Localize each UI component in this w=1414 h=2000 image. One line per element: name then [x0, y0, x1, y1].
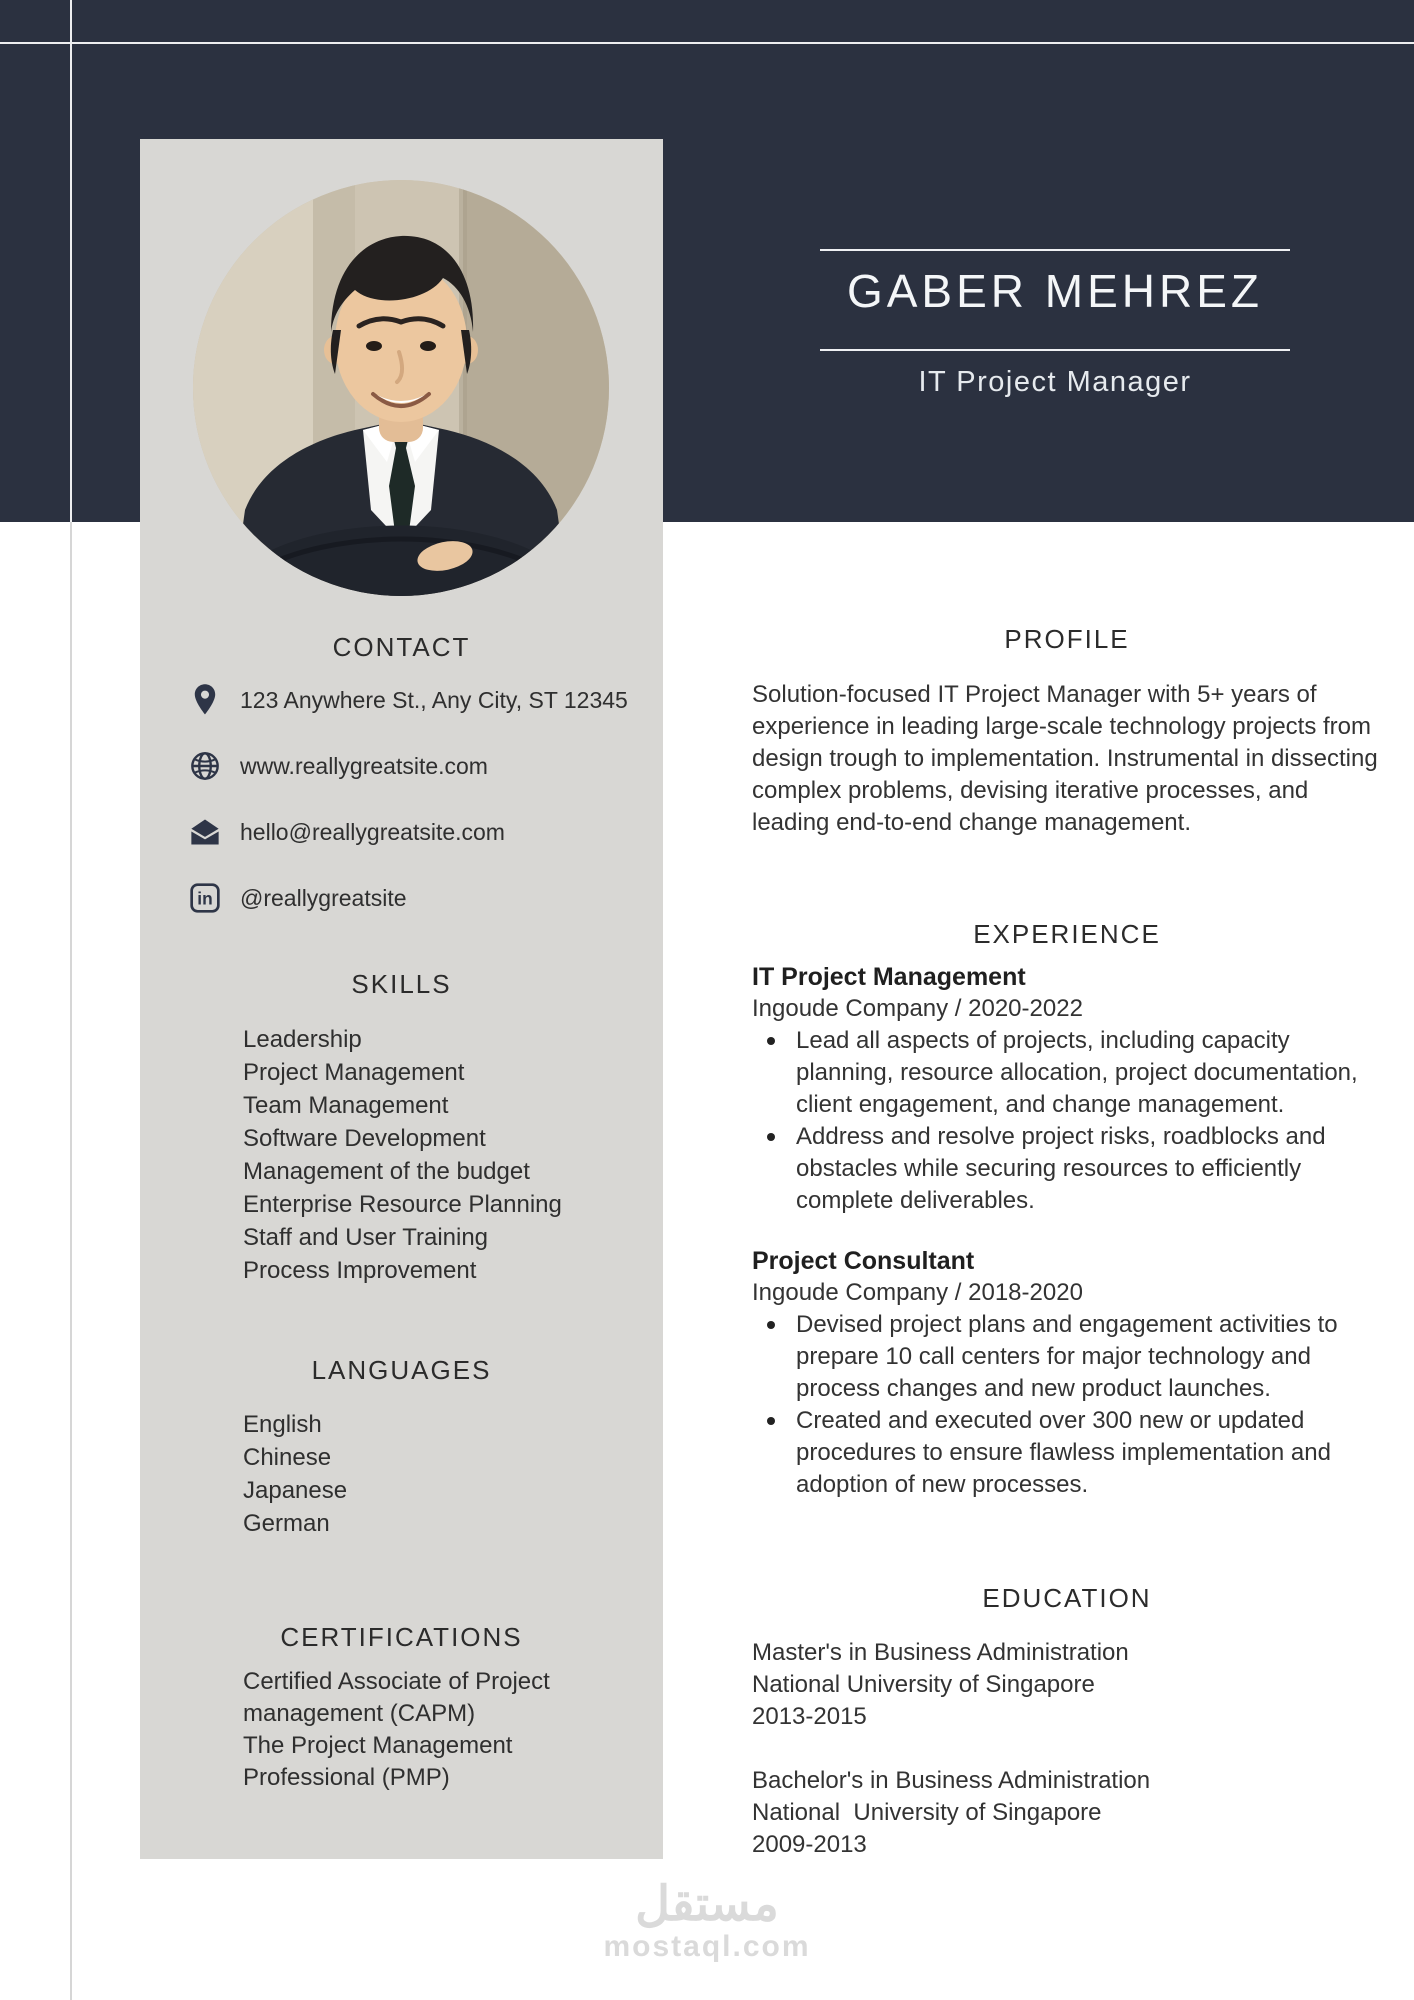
education-school: National University of Singapore [752, 1671, 1095, 1698]
bullet-item: Created and executed over 300 new or updated procedures to ensure flawless implementation and adoption of new processes. [752, 1405, 1392, 1501]
top-horizontal-rule [0, 42, 1414, 44]
skill-item: Team Management [243, 1092, 449, 1119]
person-name: GABER MEHREZ [846, 265, 1264, 317]
envelope-icon [186, 813, 224, 851]
certification-line: Certified Associate of Project [243, 1668, 550, 1695]
location-pin-icon [186, 681, 224, 719]
education-entry [752, 1765, 1392, 1861]
bullet-item: Devised project plans and engagement activities to prepare 10 call centers for major technology and process changes and new product launches. [752, 1309, 1392, 1405]
bullet-item: Address and resolve project risks, roadblocks and obstacles while securing resources to efficiently complete deliverables. [752, 1121, 1392, 1217]
skill-item: Leadership [243, 1026, 362, 1053]
skill-item: Project Management [243, 1059, 465, 1086]
education-section [752, 1637, 1392, 1861]
education-heading: EDUCATION [982, 1583, 1152, 1613]
profile-photo-illustration [193, 180, 609, 596]
name-rule-top [820, 249, 1290, 251]
language-item: Chinese [243, 1444, 332, 1471]
job-meta-2: Ingoude Company / 2018-2020 [752, 1279, 1083, 1306]
contact-website: www.reallygreatsite.com [240, 752, 488, 779]
language-item: Japanese [243, 1477, 348, 1504]
skills-heading: SKILLS [351, 969, 452, 999]
education-entry [752, 1637, 1392, 1733]
job-bullets-2 [752, 1309, 1392, 1501]
name-rule-bottom [820, 349, 1290, 351]
contact-row-address [186, 681, 628, 719]
language-item: English [243, 1411, 322, 1438]
skill-item: Software Development [243, 1125, 486, 1152]
job-bullets-1 [752, 1025, 1392, 1217]
certification-line: management (CAPM) [243, 1700, 476, 1727]
contact-address: 123 Anywhere St., Any City, ST 12345 [240, 686, 628, 713]
profile-heading: PROFILE [1004, 624, 1130, 654]
job-title-2: Project Consultant [752, 1247, 975, 1275]
profile-photo [193, 180, 609, 596]
experience-section [752, 961, 1392, 1501]
contact-linkedin: @reallygreatsite [240, 884, 407, 911]
watermark-arabic: مستقل [635, 1878, 779, 1931]
skill-item: Staff and User Training [243, 1224, 489, 1251]
skill-item: Enterprise Resource Planning [243, 1191, 562, 1218]
svg-text:in: in [197, 888, 213, 909]
job-title-1: IT Project Management [752, 963, 1026, 991]
experience-heading: EXPERIENCE [973, 919, 1161, 949]
certification-line: Professional (PMP) [243, 1764, 450, 1791]
certification-line: The Project Management [243, 1732, 513, 1759]
languages-heading: LANGUAGES [311, 1355, 492, 1385]
experience-job [752, 1245, 1392, 1501]
left-vertical-rule-top [70, 0, 72, 522]
watermark-latin: mostaql.com [603, 1930, 811, 1963]
contact-email: hello@reallygreatsite.com [240, 818, 505, 845]
globe-icon [186, 747, 224, 785]
education-years: 2009-2013 [752, 1831, 867, 1858]
contact-row-email [186, 813, 505, 851]
certifications-heading: CERTIFICATIONS [280, 1622, 523, 1652]
language-item: German [243, 1510, 330, 1537]
contact-heading: CONTACT [332, 632, 471, 662]
skill-item: Management of the budget [243, 1158, 530, 1185]
contact-row-linkedin [186, 879, 407, 917]
certifications-list [243, 1666, 550, 1794]
education-school: National University of Singapore [752, 1799, 1102, 1826]
experience-job [752, 961, 1392, 1217]
education-degree: Bachelor's in Business Administration [752, 1767, 1151, 1794]
profile-text: Solution-focused IT Project Manager with 5+ years of experience in leading large-scale technology projects from design trough to implementation. Instrumental in dissecting complex problems, devising iterative processes, and leading end-to-end change management. [752, 681, 1378, 836]
skills-list [243, 1023, 562, 1287]
bullet-item: Lead all aspects of projects, including capacity planning, resource allocation, project documentation, client engagement, and change management. [752, 1025, 1392, 1121]
job-meta-1: Ingoude Company / 2020-2022 [752, 995, 1083, 1022]
left-vertical-rule-bottom [70, 522, 72, 2000]
education-degree: Master's in Business Administration [752, 1639, 1129, 1666]
education-years: 2013-2015 [752, 1703, 867, 1730]
linkedin-icon [186, 879, 224, 917]
languages-list [243, 1408, 347, 1540]
job-title: IT Project Manager [918, 366, 1192, 398]
contact-row-website [186, 747, 488, 785]
skill-item: Process Improvement [243, 1257, 477, 1284]
